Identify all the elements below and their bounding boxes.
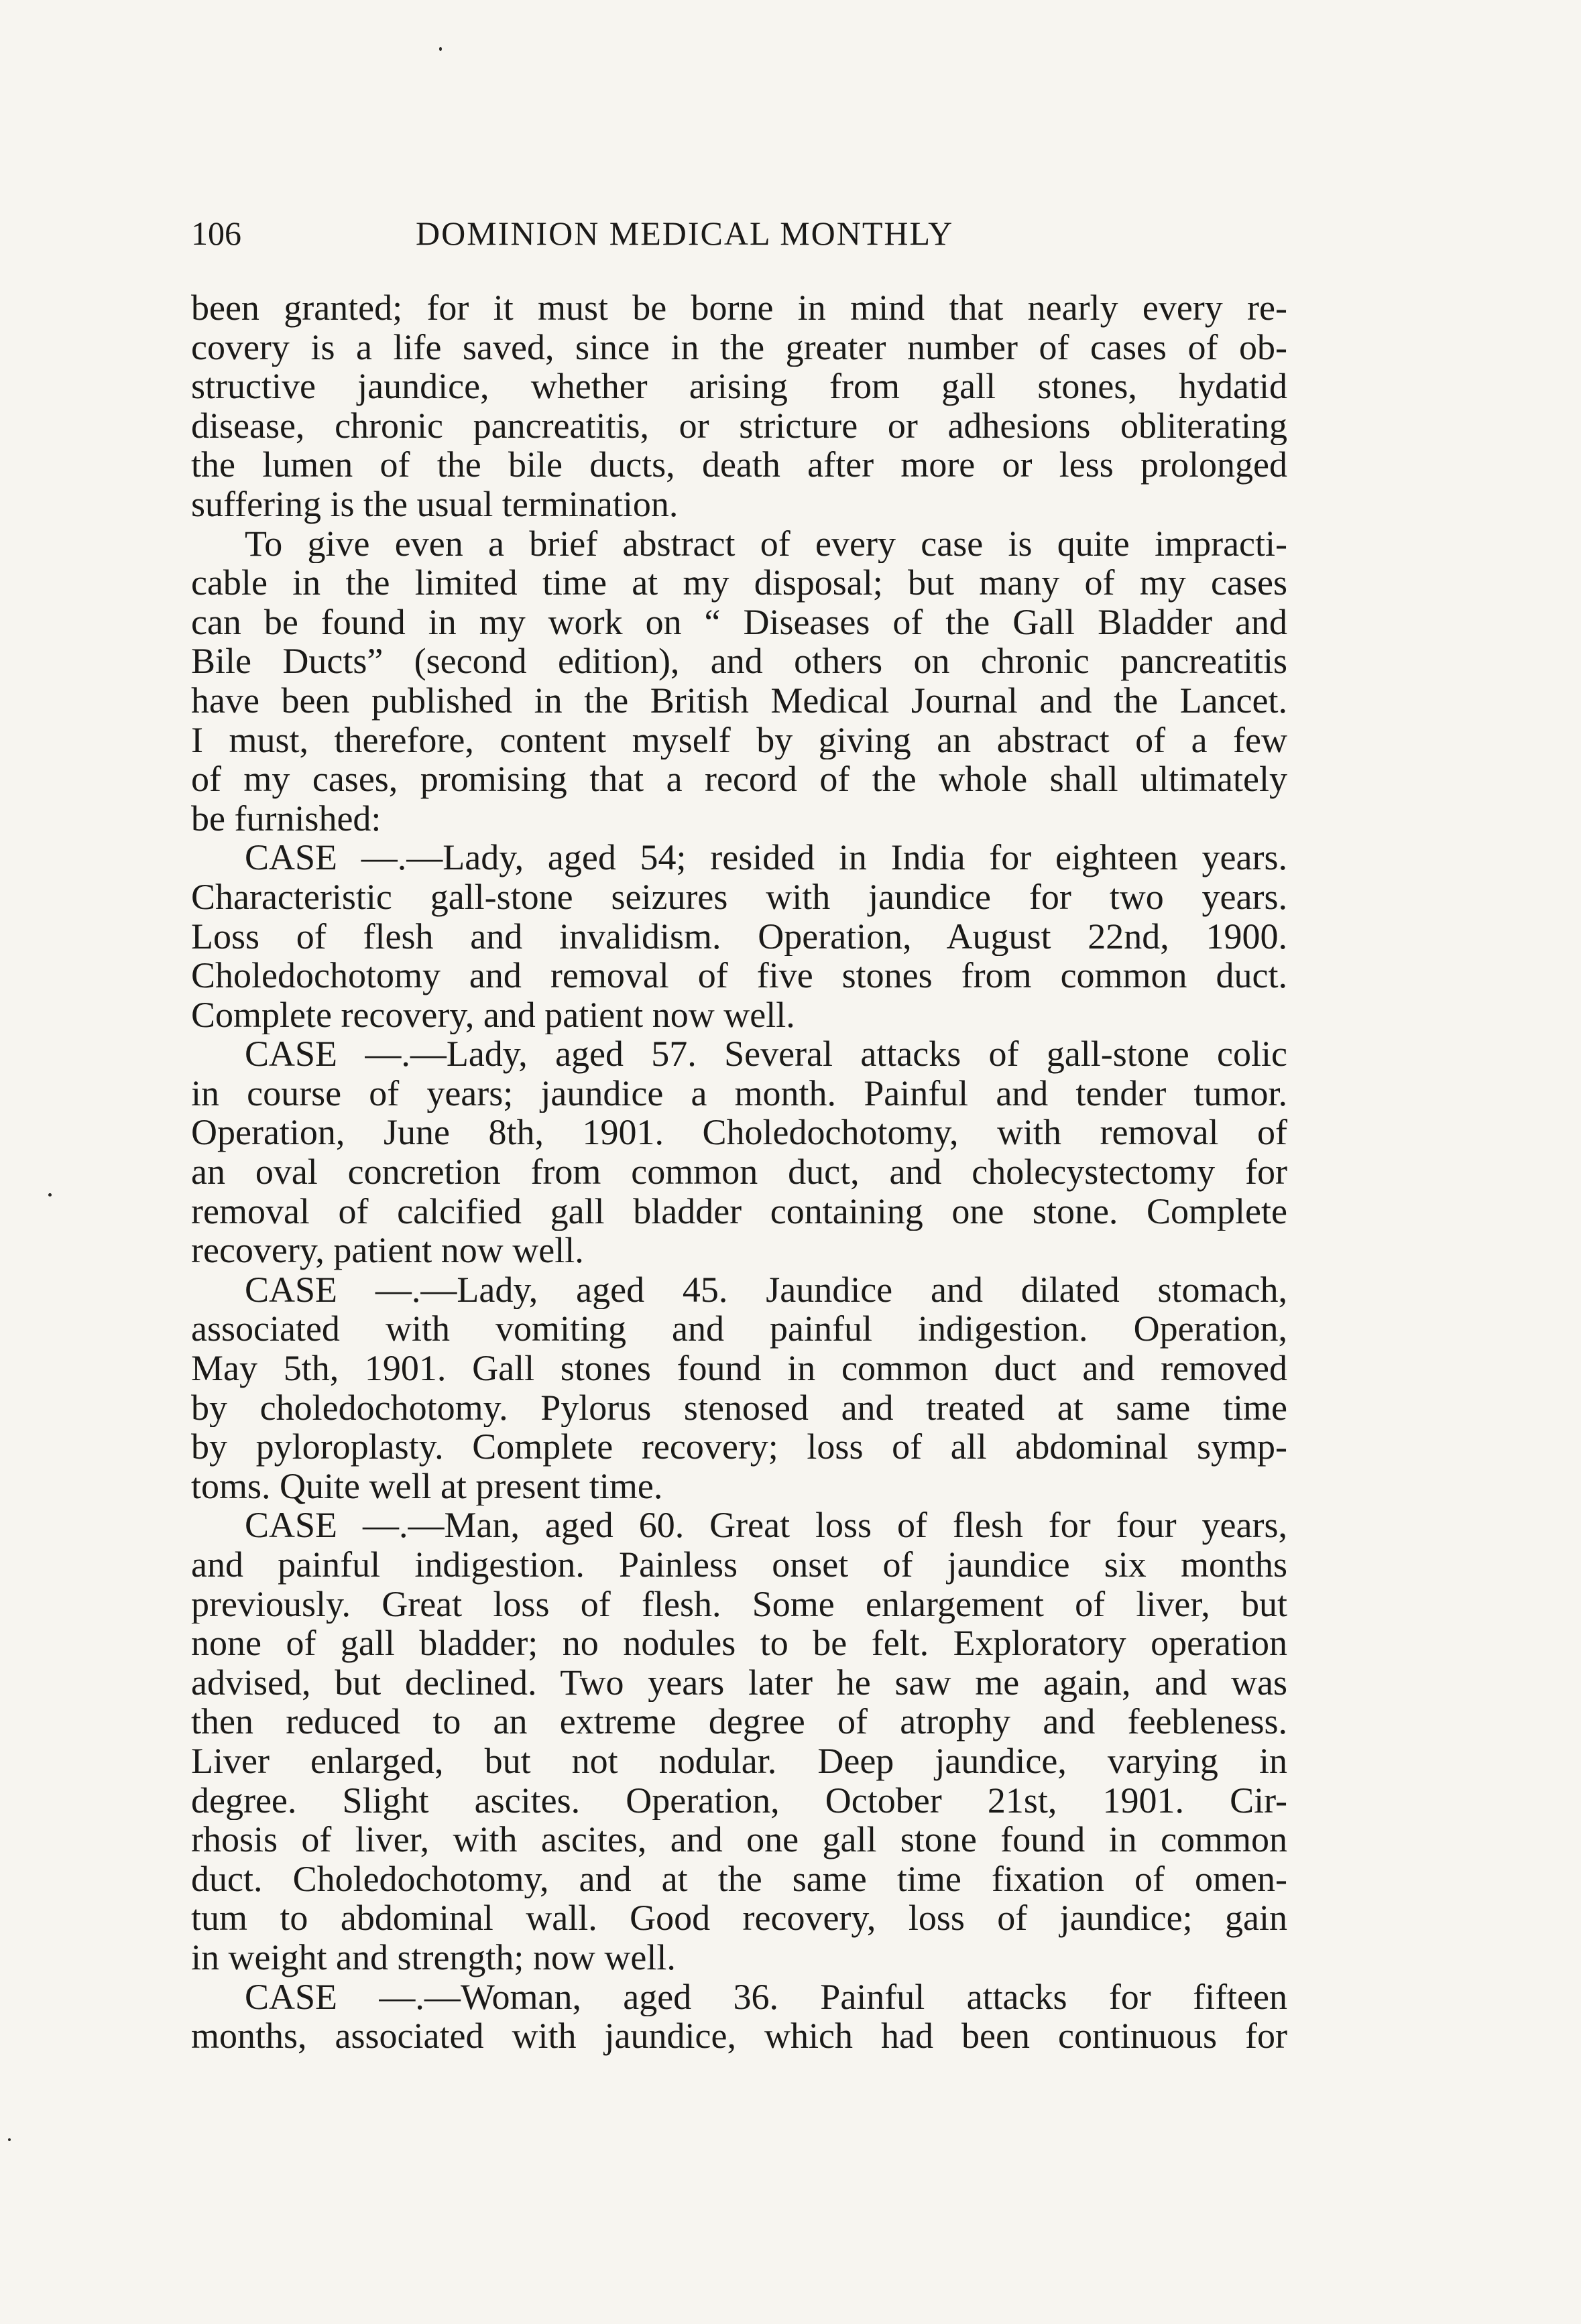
text-line: in weight and strength; now well. (191, 1937, 676, 1977)
running-title: DOMINION MEDICAL MONTHLY (416, 215, 954, 252)
scan-speck (8, 2138, 11, 2141)
scan-speck (48, 1193, 52, 1197)
text-line: I must, therefore, content myself by giving an abstract of a few (191, 720, 1287, 760)
text-line: and painful indigestion. Painless onset of jaundice six months (191, 1545, 1287, 1585)
text-line: CASE —.—Woman, aged 36. Painful attacks for fifteen (245, 1977, 1287, 2017)
page-header (191, 213, 1049, 260)
text-line: by choledochotomy. Pylorus stenosed and treated at same time (191, 1388, 1287, 1428)
text-line: Choledochotomy and removal of five stones from common duct. (191, 956, 1287, 995)
text-line: none of gall bladder; no nodules to be felt. Exploratory operation (191, 1624, 1287, 1663)
text-line: To give even a brief abstract of every case is quite impracti- (245, 524, 1287, 564)
text-line: tum to abdominal wall. Good recovery, loss of jaundice; gain (191, 1898, 1287, 1938)
text-line: rhosis of liver, with ascites, and one gall stone found in common (191, 1820, 1287, 1859)
text-line: CASE —.—Man, aged 60. Great loss of flesh for four years, (245, 1506, 1287, 1545)
text-line: Loss of flesh and invalidism. Operation, August 22nd, 1900. (191, 916, 1287, 957)
text-line: been granted; for it must be borne in mind that nearly every re- (191, 288, 1287, 328)
text-line: have been published in the British Medical Journal and the Lancet. (191, 680, 1287, 721)
text-line: Operation, June 8th, 1901. Choledochotomy, with removal of (191, 1113, 1287, 1153)
text-line: CASE —.—Lady, aged 57. Several attacks of gall-stone colic (245, 1034, 1287, 1074)
text-line: then reduced to an extreme degree of atrophy and feebleness. (191, 1702, 1287, 1741)
text-line: months, associated with jaundice, which had been continuous for (191, 2016, 1287, 2056)
text-line: be furnished: (191, 798, 382, 839)
text-line: can be found in my work on “ Diseases of the Gall Bladder and (191, 602, 1287, 642)
text-line: toms. Quite well at present time. (191, 1466, 663, 1506)
text-line: structive jaundice, whether arising from gall stones, hydatid (191, 367, 1287, 406)
text-line: Characteristic gall-stone seizures with jaundice for two years. (191, 877, 1287, 917)
text-line: CASE —.—Lady, aged 54; resided in India for eighteen years. (245, 838, 1287, 877)
page-number: 106 (191, 215, 241, 252)
text-line: Liver enlarged, but not nodular. Deep jaundice, varying in (191, 1741, 1287, 1781)
text-line: disease, chronic pancreatitis, or stricture or adhesions obliterating (191, 406, 1287, 446)
text-line: removal of calcified gall bladder containing one stone. Complete (191, 1191, 1287, 1231)
text-line: cable in the limited time at my disposal; but many of my cases (191, 563, 1287, 603)
text-line: in course of years; jaundice a month. Painful and tender tumor. (191, 1073, 1287, 1113)
text-line: covery is a life saved, since in the greater number of cases of ob- (191, 327, 1287, 367)
text-line: the lumen of the bile ducts, death after more or less prolonged (191, 445, 1287, 485)
text-line: previously. Great loss of flesh. Some enlargement of liver, but (191, 1584, 1287, 1624)
scan-speck (439, 47, 442, 51)
text-line: an oval concretion from common duct, and cholecystectomy for (191, 1152, 1287, 1192)
text-line: degree. Slight ascites. Operation, October 21st, 1901. Cir- (191, 1780, 1287, 1821)
text-line: duct. Choledochotomy, and at the same time fixation of omen- (191, 1859, 1287, 1899)
text-line: suffering is the usual termination. (191, 484, 679, 524)
text-line: May 5th, 1901. Gall stones found in common duct and removed (191, 1349, 1287, 1388)
text-line: Bile Ducts” (second edition), and others on chronic pancreatitis (191, 641, 1287, 681)
text-line: CASE —.—Lady, aged 45. Jaundice and dilated stomach, (245, 1270, 1287, 1310)
text-line: by pyloroplasty. Complete recovery; loss of all abdominal symp- (191, 1427, 1287, 1467)
text-line: Complete recovery, and patient now well. (191, 995, 795, 1035)
text-line: associated with vomiting and painful indigestion. Operation, (191, 1309, 1287, 1349)
body-text (191, 288, 1287, 2056)
text-line: recovery, patient now well. (191, 1231, 584, 1270)
text-line: advised, but declined. Two years later he saw me again, and was (191, 1662, 1287, 1703)
text-line: of my cases, promising that a record of the whole shall ultimately (191, 759, 1287, 799)
